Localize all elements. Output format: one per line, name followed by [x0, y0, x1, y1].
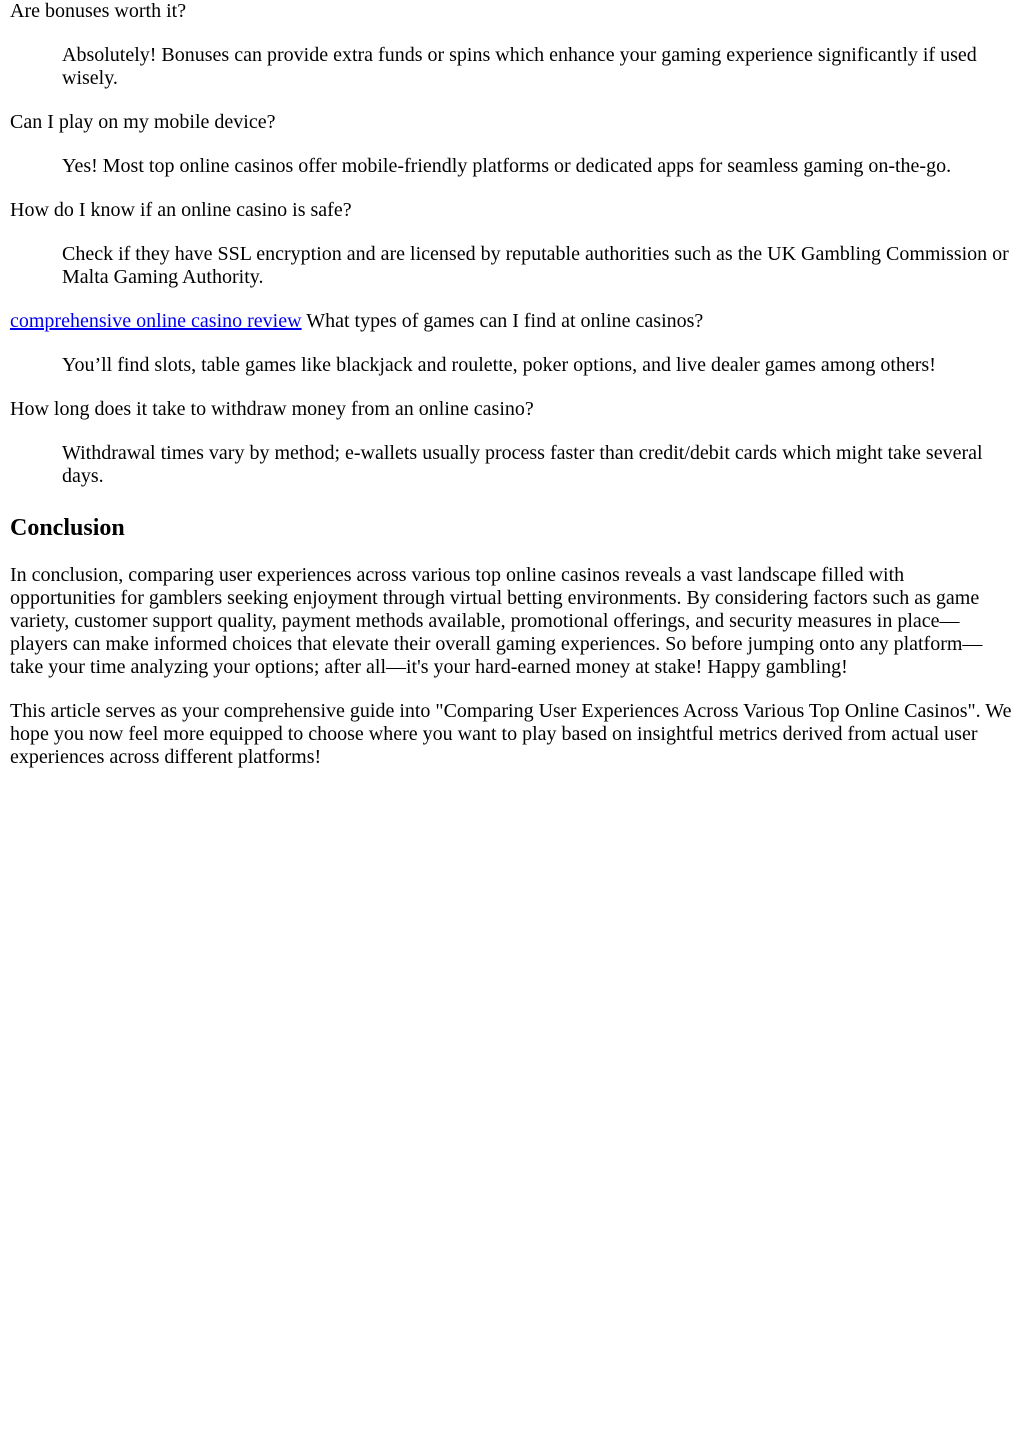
faq-question: Can I play on my mobile device?: [10, 111, 276, 133]
closing-paragraph: This article serves as your comprehensive guide into "Comparing User Experiences Across Various Top Online Casinos". We hope you now feel more equipped to choose where you want to play based on insightful metrics derived from actual user experiences across different platforms!: [10, 700, 1012, 768]
faq-list: [10, 0, 1014, 488]
casino-review-link[interactable]: comprehensive online casino review: [10, 310, 302, 332]
faq-question: How do I know if an online casino is safe?: [10, 199, 352, 221]
faq-question: Are bonuses worth it?: [10, 0, 187, 22]
faq-answer: Check if they have SSL encryption and are licensed by reputable authorities such as the UK Gambling Commission or Malta Gaming Authority.: [62, 243, 1009, 288]
faq-question-text: What types of games can I find at online casinos?: [306, 310, 704, 332]
faq-answer: Withdrawal times vary by method; e-wallets usually process faster than credit/debit cards which might take several days.: [62, 442, 983, 487]
faq-answer: You’ll find slots, table games like blackjack and roulette, poker options, and live dealer games among others!: [62, 354, 936, 376]
faq-question: How long does it take to withdraw money from an online casino?: [10, 398, 534, 420]
faq-answer: Absolutely! Bonuses can provide extra funds or spins which enhance your gaming experience significantly if used wisely.: [62, 44, 977, 89]
conclusion-paragraph: In conclusion, comparing user experiences across various top online casinos reveals a vast landscape filled with opportunities for gamblers seeking enjoyment through virtual betting environments. By considering factors such as game variety, customer support quality, payment methods available, promotional offerings, and security measures in place—players can make informed choices that elevate their overall gaming experiences. So before jumping onto any platform—take your time analyzing your options; after all—it's your hard-earned money at stake! Happy gambling!: [10, 564, 983, 678]
faq-question-with-link: [10, 310, 1014, 333]
conclusion-heading: Conclusion: [10, 515, 125, 541]
faq-answer: Yes! Most top online casinos offer mobile-friendly platforms or dedicated apps for seamless gaming on-the-go.: [62, 155, 952, 177]
